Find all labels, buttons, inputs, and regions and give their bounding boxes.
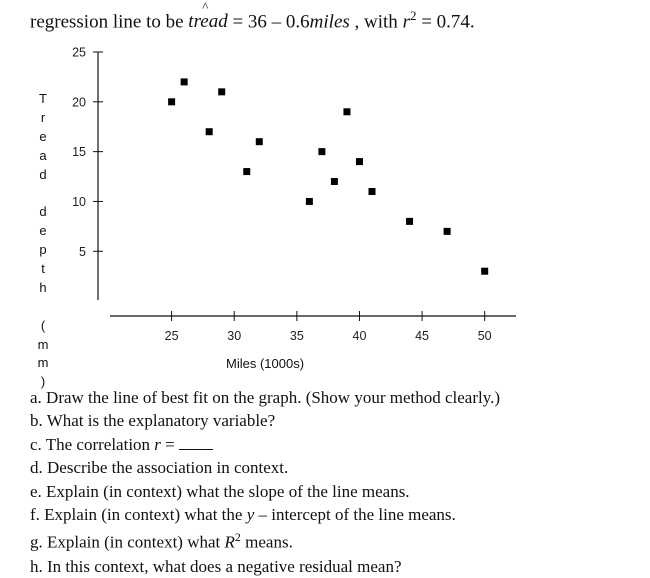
- data-point: [318, 148, 325, 155]
- data-point: [368, 188, 375, 195]
- x-tick-label: 50: [477, 329, 492, 343]
- y-label-char: ): [40, 374, 46, 390]
- data-point: [331, 178, 338, 185]
- miles-variable: miles: [309, 11, 350, 33]
- question-c: [30, 433, 500, 456]
- question-f-prefix: f. Explain (in context) what the: [30, 505, 247, 525]
- y-tick-label: 15: [72, 145, 86, 160]
- question-d: d. Describe the association in context.: [30, 458, 289, 478]
- x-tick-label: 25: [164, 329, 179, 343]
- equation-rest: = 36 – 0.6: [227, 11, 310, 33]
- x-tick-label: 45: [415, 329, 430, 343]
- x-axis-label: Miles (1000s): [226, 356, 305, 371]
- question-f: [30, 503, 500, 526]
- points-group: [168, 78, 488, 274]
- y-tick-label: 25: [72, 45, 86, 60]
- data-point: [481, 268, 488, 275]
- chart-canvas: [0, 38, 650, 378]
- intro-equation: [30, 0, 475, 33]
- y-label-char: h: [39, 279, 47, 295]
- question-c-var: r: [154, 434, 161, 454]
- y-tick-label: 5: [79, 244, 86, 259]
- y-tick-label: 20: [72, 95, 86, 110]
- question-g-var: R: [224, 533, 235, 553]
- hat-symbol: ^: [202, 0, 209, 15]
- intro-text: regression line to be: [30, 11, 189, 33]
- y-label-char: m: [37, 355, 49, 371]
- data-point: [206, 128, 213, 135]
- question-c-suffix: =: [160, 434, 180, 454]
- y-label-char: a: [39, 147, 47, 163]
- question-h: h. In this context, what does a negative residual mean?: [30, 556, 402, 576]
- question-c-prefix: c. The correlation: [30, 434, 155, 454]
- data-point: [406, 218, 413, 225]
- tread-variable: tread: [188, 11, 228, 33]
- data-point: [306, 198, 313, 205]
- y-label-char: e: [39, 128, 47, 144]
- data-point: [218, 88, 225, 95]
- data-point: [356, 158, 363, 165]
- scatter-chart: [0, 38, 650, 390]
- y-label-char: d: [39, 166, 47, 182]
- y-label-char: m: [37, 336, 49, 352]
- question-g-power: 2: [234, 530, 241, 545]
- question-g-suffix: means.: [240, 533, 293, 553]
- data-point: [168, 98, 175, 105]
- data-point: [243, 168, 250, 175]
- data-point: [343, 108, 350, 115]
- question-e: e. Explain (in context) what the slope of the line means.: [30, 481, 410, 501]
- axes-group: [72, 46, 516, 344]
- r-variable: r: [402, 11, 410, 33]
- y-label-char: p: [39, 242, 47, 258]
- r-squared-power: 2: [409, 8, 417, 23]
- y-tick-label: 10: [72, 194, 86, 209]
- x-tick-label: 40: [352, 329, 367, 343]
- y-label-char: t: [41, 261, 45, 277]
- x-tick-label: 35: [289, 329, 304, 343]
- x-tick-label: 30: [227, 329, 242, 343]
- question-g-prefix: g. Explain (in context) what: [30, 533, 225, 553]
- with-text: , with: [349, 11, 403, 33]
- question-a: a. Draw the line of best fit on the graph. (Show your method clearly.): [30, 388, 501, 407]
- data-point: [444, 228, 451, 235]
- y-label-char: T: [39, 91, 47, 106]
- question-f-var: y: [246, 505, 255, 525]
- answer-blank[interactable]: [179, 435, 213, 450]
- y-label-char: (: [40, 317, 46, 333]
- question-b: b. What is the explanatory variable?: [30, 411, 276, 431]
- data-point: [181, 78, 188, 85]
- question-f-suffix: – intercept of the line means.: [254, 505, 456, 525]
- y-label-char: r: [40, 109, 46, 125]
- question-g: [30, 526, 500, 554]
- data-point: [256, 138, 263, 145]
- y-label-char: d: [39, 204, 47, 220]
- y-label-char: e: [39, 223, 47, 239]
- question-list: [30, 386, 500, 578]
- r2-value: = 0.74.: [416, 11, 475, 33]
